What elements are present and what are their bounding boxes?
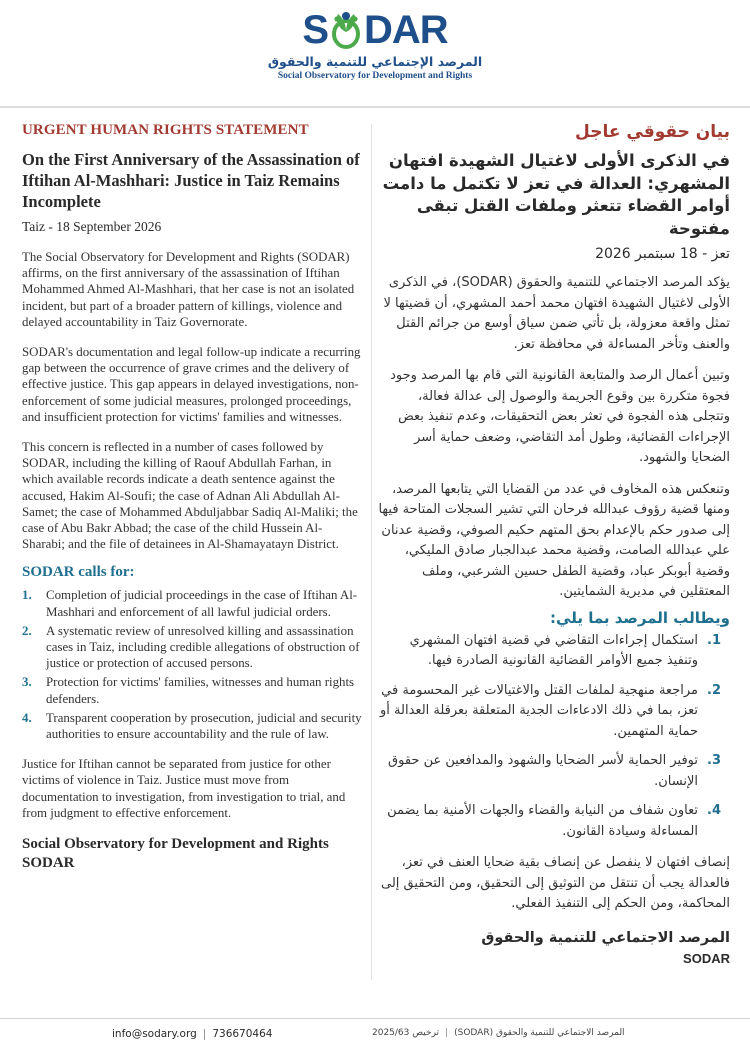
separator: | [445, 1028, 449, 1038]
footer-license [372, 1028, 642, 1038]
footer-license-number: 2025/63 [372, 1028, 410, 1038]
calls-list-en [22, 587, 365, 742]
closing-paragraph-ar: إنصاف افتهان لا ينفصل عن إنصاف بقية ضحايا العنف في تعز، فالعدالة يجب أن تنتقل من التوثيق إلى التحقيق، ومن التحقيق إلى المحاكمة، ومن الحكم إلى التنفيذ الفعلي. [381, 855, 730, 911]
separator: | [202, 1028, 207, 1040]
list-number: 3. [707, 753, 721, 768]
list-number: 4. [707, 803, 721, 818]
calls-heading-en: SODAR calls for: [22, 564, 135, 581]
list-text: مراجعة منهجية لملفات القتل والاغتيالات غير المحسومة في تعز، بما في ذلك الادعاءات الجدية المتعلقة بعرقلة العدالة أو حماية المتهمين. [380, 682, 698, 739]
list-item [22, 674, 365, 706]
statement-kicker-en: URGENT HUMAN RIGHTS STATEMENT [22, 122, 309, 138]
list-text: Transparent cooperation by prosecution, judicial and security authorities to ensure accountability and the rule of law. [46, 710, 362, 742]
list-text: A systematic review of unresolved killing and assassination cases in Taiz, including credible allegations of obstruction of justice or protection of accused persons. [46, 623, 360, 671]
calls-list-ar [378, 631, 730, 843]
logo-subtitle-arabic: المرصد الإجتماعي للتنمية والحقوق [267, 54, 483, 69]
statement-date-ar: تعز - 18 سبتمبر 2026 [595, 246, 730, 262]
list-text: Completion of judicial proceedings in the case of Iftihan Al-Mashhari and enforcement of all lawful judicial orders. [46, 588, 358, 619]
logo-subtitle-english: Social Observatory for Development and Rights [277, 71, 473, 81]
list-number: 4. [22, 710, 32, 725]
signature-ar: المرصد الاجتماعي للتنمية والحقوق [481, 929, 730, 946]
list-item [22, 710, 365, 742]
statement-kicker-ar: بيان حقوقي عاجل [575, 122, 730, 142]
paragraph-en-1: The Social Observatory for Development and Rights (SODAR) affirms, on the first anniversary of the assassination of Iftihan Mohammed Ahmed Al-Mashhari, that her case is not an isolated incident, but part of a broader pattern of killings, violence and delayed accountability in Taiz Governorate. [22, 250, 355, 329]
paragraph-ar-1: يؤكد المرصد الاجتماعي للتنمية والحقوق (SODAR)، في الذكرى الأولى لاغتيال الشهيدة افتهان محمد أحمد المشهري، أن قضيتها لا تمثل واقعة معزولة، بل تأتي ضمن سياق أوسع من جرائم القتل والعنف وتأخر المساءلة في محافظة تعز. [383, 275, 730, 352]
list-item [378, 751, 730, 792]
footer-license-label: ترخيص [412, 1028, 440, 1038]
column-divider [371, 124, 372, 980]
list-number: 2. [707, 682, 721, 698]
logo-wordmark [302, 8, 447, 52]
paragraph-en-3: This concern is reflected in a number of cases followed by SODAR, including the killing of Raouf Abdullah Farhan, in which available records indicate a death sentence against the accused, Hakim Al-Soufi; the case of Adnan Ali Abdullah Al-Samet; the case of Mohammed Abduljabbar Sadiq Al-Maliki; the case of Abu Bakr Abbad; the case of the child Hussein Al-Sharabi; and the file of detainees in Al-Shamayatayn District. [22, 440, 358, 552]
signature-abbr-en: SODAR [22, 855, 75, 872]
paragraph-en-2: SODAR's documentation and legal follow-up indicate a recurring gap between the occurrence of grave crimes and the delivery of effective justice. This gap appears in delayed investigations, non-enforcement of some judicial measures, prolonged proceedings, and insufficient protection for victims' families and witnesses. [22, 345, 361, 424]
footer-contact [112, 1028, 272, 1040]
list-text: استكمال إجراءات التقاضي في قضية افتهان المشهري وتنفيذ جميع الأوامر القضائية القانونية الصادرة فيها. [409, 632, 698, 668]
sprout-people-icon [329, 10, 363, 50]
list-item [378, 681, 730, 743]
header-logo [0, 8, 750, 81]
footer-email-link[interactable]: info@sodary.org [112, 1028, 197, 1040]
list-number: 3. [22, 675, 32, 690]
list-number: 1. [707, 632, 721, 648]
calls-heading-ar: ويطالب المرصد بما يلي: [550, 608, 730, 627]
list-text: Protection for victims' families, witnesses and human rights defenders. [46, 675, 355, 706]
english-column [22, 122, 365, 873]
statement-title-ar: في الذكرى الأولى لاغتيال الشهيدة افتهان المشهري: العدالة في تعز لا تكتمل ما دامت أوامر القضاء تتعثر وملفات القتل تبقى مفتوحة [382, 151, 730, 238]
paragraph-ar-2: وتبين أعمال الرصد والمتابعة القانونية التي قام بها المرصد وجود فجوة متكررة بين وقوع الجريمة والوصول إلى عدالة فعالة، وتتجلى هذه الفجوة في تعثر بعض التحقيقات، وعدم تنفيذ بعض الإجراءات القضائية، وطول أمد التقاضي، وضعف حماية أسر الضحايا والشهود. [390, 368, 730, 465]
footer [0, 1028, 750, 1050]
arabic-column [378, 122, 730, 966]
footer-divider [0, 1018, 750, 1019]
signature-abbr-ar: SODAR [683, 950, 730, 966]
header-divider [0, 106, 750, 108]
list-text: توفير الحماية لأسر الضحايا والشهود والمدافعين عن حقوق الإنسان. [388, 753, 698, 789]
list-item [378, 631, 730, 672]
logo-letter-s: S [302, 8, 328, 52]
logo-letters-dar: DAR [364, 8, 448, 52]
list-number: 2. [22, 623, 32, 638]
footer-org-ar: المرصد الاجتماعي للتنمية والحقوق [495, 1028, 625, 1038]
footer-phone: 736670464 [212, 1028, 273, 1040]
list-text: تعاون شفاف من النيابة والقضاء والجهات الأمنية بما يضمن المساءلة وسيادة القانون. [387, 803, 698, 839]
list-number: 1. [22, 588, 32, 603]
statement-title-en: On the First Anniversary of the Assassination of Iftihan Al-Mashhari: Justice in Taiz Remains Incomplete [22, 150, 360, 211]
list-item [22, 587, 365, 619]
list-item [22, 623, 365, 672]
paragraph-ar-3: وتنعكس هذه المخاوف في عدد من القضايا التي يتابعها المرصد، ومنها قضية رؤوف عبدالله فرحان التي تشير السجلات المتاحة فيها إلى صدور حكم بالإعدام بحق المتهم حكيم الصوفي، وقضية عدنان علي عبدالله الصامت، وقضية محمد عبدالجبار صادق المليكي، وقضية أبوبكر عباد، وقضية الطفل حسين الشرعبي، وملف المعتقلين في مديرية الشمايتين. [378, 481, 730, 599]
signature-en: Social Observatory for Development and Rights [22, 836, 329, 853]
footer-org-abbr: (SODAR) [454, 1028, 494, 1038]
closing-paragraph-en: Justice for Iftihan cannot be separated from justice for other victims of violence in Taiz. Justice must move from documentation to investigation, from investigation to trial, and from judgment to effective enforcement. [22, 757, 346, 820]
statement-date-en: Taiz - 18 September 2026 [22, 219, 162, 234]
list-item [378, 801, 730, 842]
